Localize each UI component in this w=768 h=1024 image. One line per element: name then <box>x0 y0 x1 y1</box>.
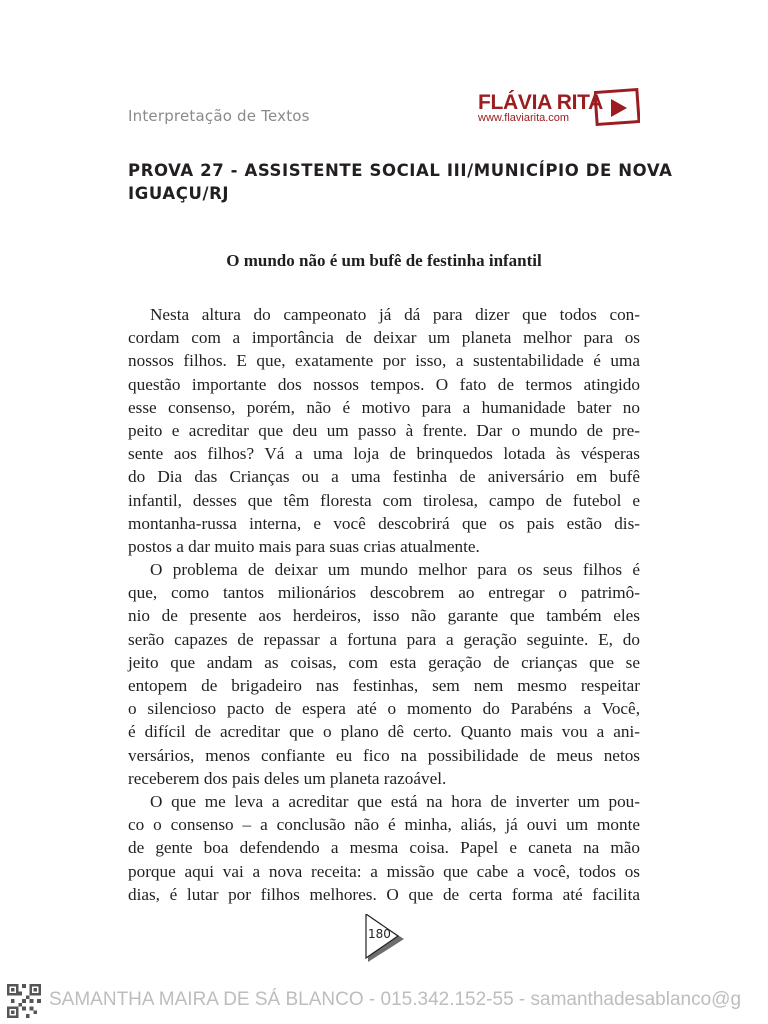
page-number: 180 <box>368 927 391 941</box>
text-line: questão importante dos nossos tempos. O fato de termos atingido <box>128 374 640 394</box>
exam-title <box>128 158 673 204</box>
logo-url: www.flaviarita.com <box>478 112 570 124</box>
text-line: receberem dos pais deles um planeta razoável. <box>128 768 447 788</box>
text-line: versários, menos confiante eu fico na possibilidade de meus netos <box>128 745 640 765</box>
article-body <box>128 303 640 906</box>
text-line: porque aqui vai a nova receita: a missão que cabe a você, todos os <box>128 861 640 881</box>
watermark-text: SAMANTHA MAIRA DE SÁ BLANCO - 015.342.152-55 - samanthadesablanco@g <box>49 989 742 1010</box>
publisher-logo <box>478 88 640 128</box>
text-line: esse consenso, porém, não é motivo para a humanidade bater no <box>128 397 640 417</box>
play-icon <box>594 88 640 128</box>
section-header: Interpretação de Textos <box>128 107 310 125</box>
text-line: cordam com a importância de deixar um planeta melhor para os <box>128 328 640 348</box>
text-line: jeito que andam as coisas, com esta geração de crianças que se <box>128 652 640 672</box>
footer-watermark <box>0 984 768 1018</box>
text-line: O que me leva a acreditar que está na hora de inverter um pou- <box>150 791 640 811</box>
text-line: do Dia das Crianças ou a uma festinha de aniversário em bufê <box>128 467 640 487</box>
text-line: infantil, desses que têm floresta com tirolesa, campo de futebol e <box>128 490 640 510</box>
text-line: dias, é lutar por filhos melhores. O que de certa forma até facilita <box>128 884 640 904</box>
text-line: nossos filhos. E que, exatamente por isso, a sustentabilidade é uma <box>128 351 640 371</box>
exam-title-line: PROVA 27 - ASSISTENTE SOCIAL III/MUNICÍPIO DE NOVA <box>128 161 673 180</box>
paragraph <box>128 790 640 906</box>
text-line: nio de presente aos herdeiros, isso não garante que também eles <box>128 606 640 626</box>
text-line: co o consenso – a conclusão não é minha, aliás, já ouvi um monte <box>128 815 640 835</box>
text-line: montanha-russa interna, e você descobrirá que os pais estão dis- <box>128 513 640 533</box>
text-line: entopem de brigadeiro nas festinhas, sem nem mesmo respeitar <box>128 676 640 695</box>
text-line: sente aos filhos? Vá a uma loja de brinquedos lotada às vésperas <box>128 444 640 464</box>
logo-name: FLÁVIA RITA <box>478 91 604 114</box>
text-line: de gente boa defendendo a mesma coisa. Papel e caneta na mão <box>128 838 640 858</box>
text-line: O problema de deixar um mundo melhor para os seus filhos é <box>150 560 640 580</box>
paragraph <box>128 303 640 558</box>
text-line: peito e acreditar que deu um passo à frente. Dar o mundo de pre- <box>128 420 640 440</box>
text-line: Nesta altura do campeonato já dá para dizer que todos con- <box>150 305 640 324</box>
exam-title-line: IGUAÇU/RJ <box>128 184 230 204</box>
paragraph <box>128 558 640 790</box>
text-line: o silencioso pacto de espera até o momento do Parabéns a Você, <box>128 699 640 719</box>
qr-code-icon <box>6 984 42 1018</box>
text-line: postos a dar muito mais para suas crias atualmente. <box>128 536 480 556</box>
text-line: serão capazes de repassar a fortuna para a geração seguinte. E, do <box>128 629 640 649</box>
text-line: que, como tantos milionários descobrem ao entregar o patrimô- <box>128 583 640 603</box>
text-line: é difícil de acreditar que o plano dê certo. Quanto mais vou a ani- <box>128 722 640 742</box>
page-number-marker <box>364 914 406 964</box>
article-title: O mundo não é um bufê de festinha infantil <box>226 251 542 270</box>
